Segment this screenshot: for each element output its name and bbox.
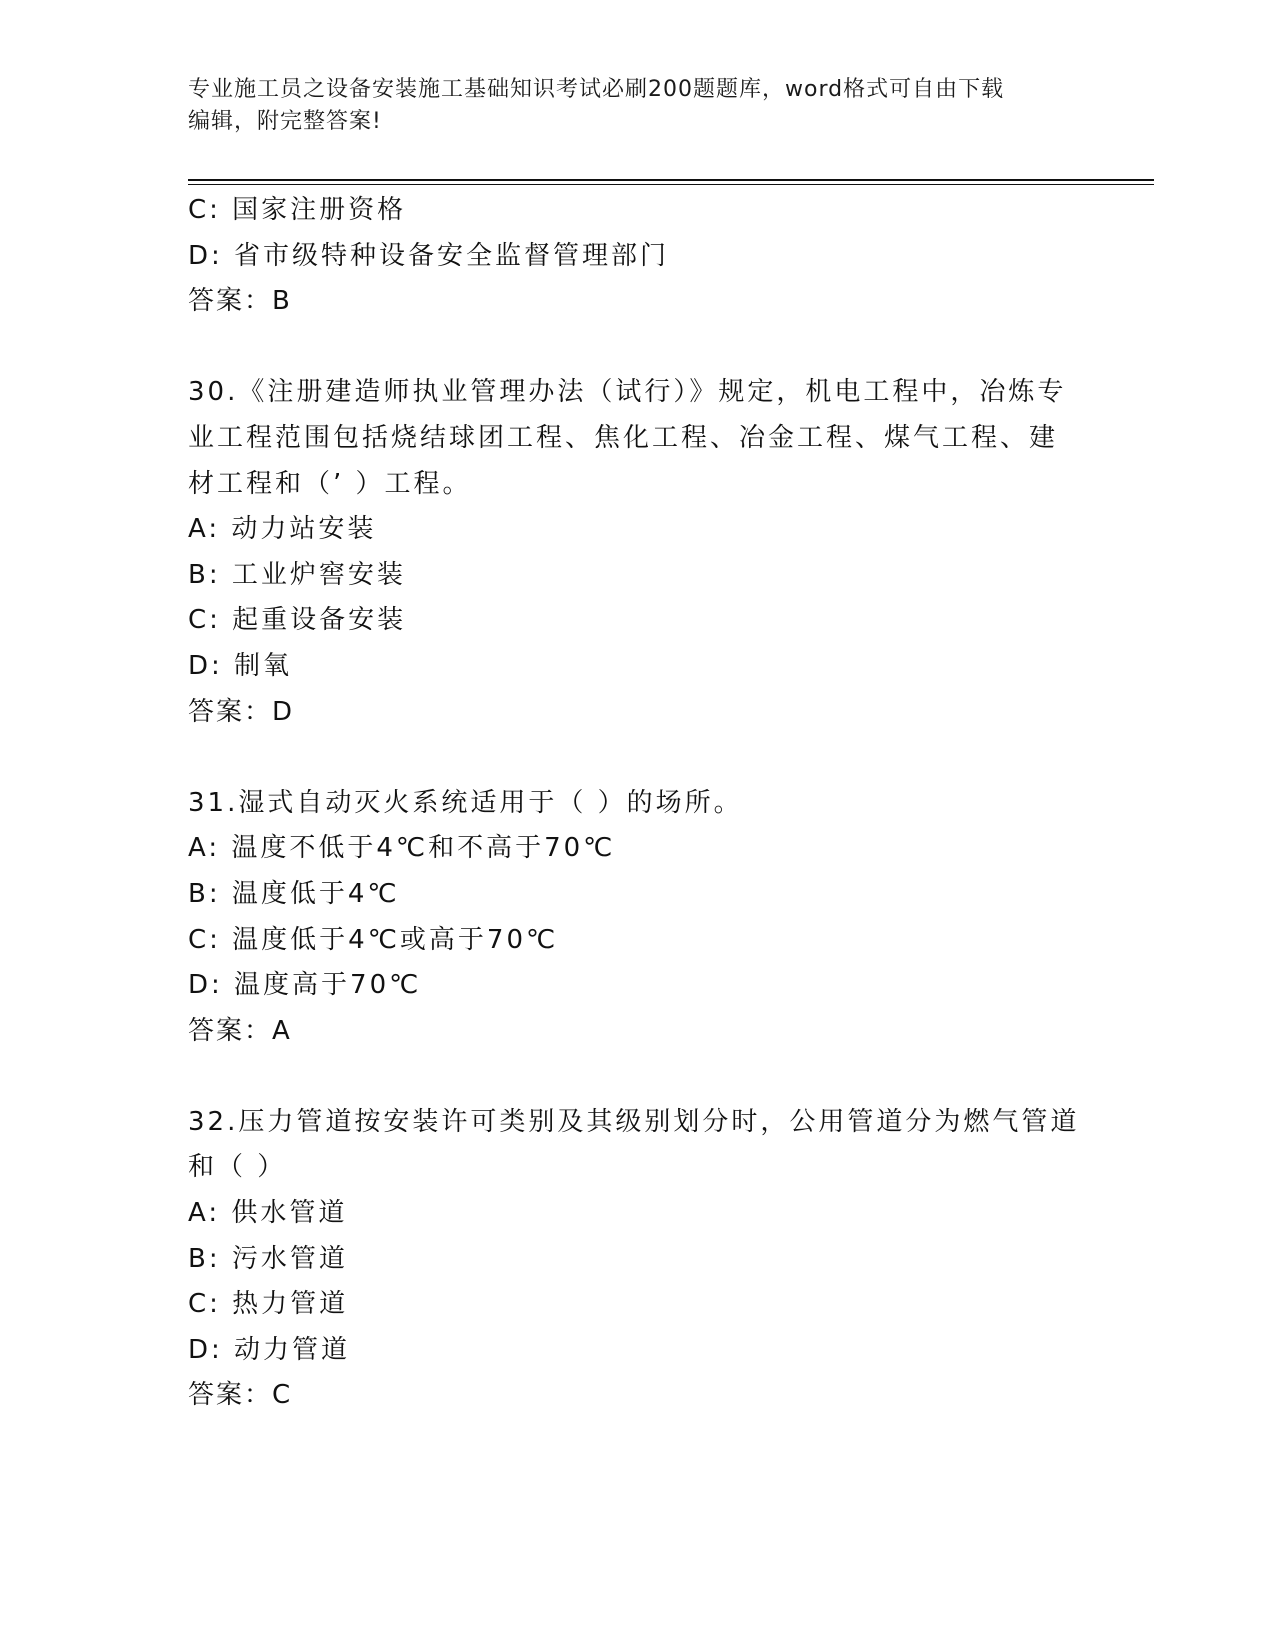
- option-c: C: 温度低于4℃或高于70℃: [188, 924, 559, 955]
- previous-question-tail: [188, 188, 1088, 325]
- question-text-line: 31.湿式自动灭火系统适用于（ ）的场所。: [188, 787, 743, 818]
- question-text-line: 32.压力管道按安装许可类别及其级别划分时，公用管道分为燃气管道: [188, 1106, 1080, 1137]
- answer-line: 答案：B: [188, 286, 292, 317]
- option-d: D: 制氧: [188, 650, 293, 681]
- header-title-line-2: 编辑，附完整答案!: [188, 109, 382, 134]
- option-a: A: 供水管道: [188, 1198, 348, 1229]
- option-d: D: 温度高于70℃: [188, 970, 422, 1001]
- option-c: C: 热力管道: [188, 1289, 349, 1320]
- question-31: [188, 781, 1088, 1055]
- option-d: D: 动力管道: [188, 1334, 351, 1365]
- spacer: [188, 1054, 1088, 1100]
- option-a: A: 温度不低于4℃和不高于70℃: [188, 833, 616, 864]
- option-b: B: 工业炉窖安装: [188, 559, 406, 590]
- option-c: C: 起重设备安装: [188, 605, 407, 636]
- question-32: [188, 1100, 1088, 1419]
- question-text-line: 和（ ）: [188, 1152, 287, 1183]
- answer-line: 答案：C: [188, 1380, 293, 1411]
- answer-line: 答案：D: [188, 696, 295, 727]
- option-b: B: 污水管道: [188, 1243, 348, 1274]
- spacer: [188, 325, 1088, 371]
- spacer: [188, 735, 1088, 781]
- option-c: C: 国家注册资格: [188, 195, 407, 225]
- question-text-line: 材工程和（’ ）工程。: [188, 468, 472, 499]
- question-30: [188, 370, 1088, 735]
- option-d: D: 省市级特种设备安全监督管理部门: [188, 240, 670, 271]
- option-b: B: 温度低于4℃: [188, 878, 400, 909]
- answer-line: 答案：A: [188, 1015, 292, 1046]
- header-title-line-1: 专业施工员之设备安装施工基础知识考试必刷200题题库，word格式可自由下载: [188, 77, 1005, 102]
- header-divider-thin: [188, 184, 1154, 185]
- question-text-line: 业工程范围包括烧结球团工程、焦化工程、冶金工程、煤气工程、建: [188, 422, 1059, 453]
- header-divider-thick: [188, 179, 1154, 181]
- question-text-line: 30.《注册建造师执业管理办法（试行）》规定，机电工程中，冶炼专: [188, 377, 1067, 408]
- option-a: A: 动力站安装: [188, 514, 377, 545]
- document-header: [188, 74, 1068, 138]
- question-list: [188, 188, 1088, 1419]
